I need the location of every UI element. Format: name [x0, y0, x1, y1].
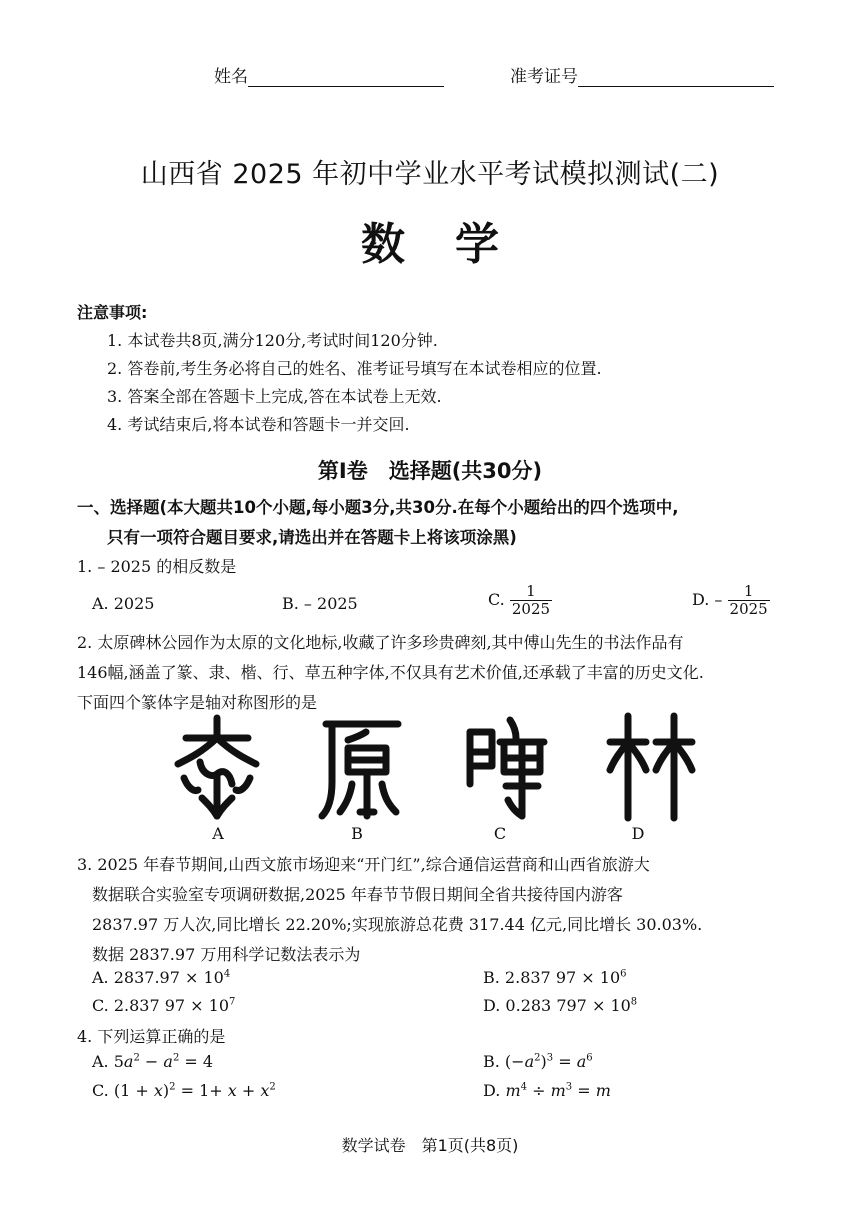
q2-option-b-label[interactable]: B: [351, 824, 363, 843]
subject-char-1: 数: [361, 219, 405, 270]
exam-number-label: 准考证号: [510, 67, 578, 87]
notes-list: [107, 327, 602, 439]
fraction-denominator: 2025: [511, 600, 551, 618]
note-item: 3. 答案全部在答题卡上完成,答在本试卷上无效.: [107, 387, 442, 406]
section-instructions-line2: 只有一项符合题目要求,请选出并在答题卡上将该项涂黑): [107, 528, 517, 547]
q4-stem: 4. 下列运算正确的是: [77, 1027, 226, 1046]
q3-option-b[interactable]: [483, 968, 627, 987]
exam-title: 山西省 2025 年初中学业水平考试模拟测试(二): [140, 159, 720, 190]
q1-stem: 1. – 2025 的相反数是: [77, 557, 237, 576]
note-item: 1. 本试卷共8页,满分120分,考试时间120分钟.: [107, 331, 438, 350]
q1-option-d[interactable]: [692, 583, 770, 618]
seal-glyph-yuan-image[interactable]: [316, 712, 406, 822]
notes-heading: 注意事项:: [77, 303, 148, 322]
section-instructions-line1: 一、选择题(本大题共10个小题,每小题3分,共30分.在每个小题给出的四个选项中,: [77, 498, 679, 517]
q1-option-c-label: C.: [488, 590, 505, 609]
q4-option-b[interactable]: B. $(-a^2)^3 = a^6$: [483, 1052, 593, 1071]
option-label: A. 5: [92, 1052, 124, 1071]
name-blank[interactable]: [248, 66, 444, 87]
option-text: A. 2837.97 × 10: [92, 968, 224, 987]
q1-option-c-fraction: [510, 583, 552, 618]
exponent: 8: [630, 996, 638, 1008]
name-label: 姓名: [214, 67, 248, 87]
q3-line3: 2837.97 万人次,同比增长 22.20%;实现旅游总花费 317.44 亿元,同比增长 30.03%.: [92, 915, 703, 934]
exam-number-field[interactable]: [510, 62, 774, 87]
option-text: C. 2.837 97 × 10: [92, 996, 230, 1015]
subject-char-2: 学: [455, 219, 499, 270]
page-footer: 数学试卷 第1页(共8页): [341, 1136, 519, 1155]
q2-option-d-label[interactable]: D: [631, 824, 645, 843]
q2-line2: 146幅,涵盖了篆、隶、楷、行、草五种字体,不仅具有艺术价值,还承载了丰富的历史文化.: [77, 663, 704, 682]
q3-line1: 3. 2025 年春节期间,山西文旅市场迎来“开门红”,综合通信运营商和山西省旅游大: [77, 855, 650, 874]
fraction-numerator: 1: [526, 582, 536, 600]
option-label: C. (1 +: [92, 1081, 149, 1100]
q1-option-d-label: D. –: [692, 590, 723, 609]
fraction-numerator: 1: [743, 582, 754, 600]
exponent: 6: [620, 968, 627, 980]
name-field[interactable]: [214, 62, 444, 87]
q1-option-c[interactable]: [488, 583, 552, 618]
q1-option-a[interactable]: A. 2025: [92, 594, 155, 613]
seal-glyph-bei-image[interactable]: [460, 712, 550, 822]
q2-option-c-label[interactable]: C: [493, 824, 507, 843]
note-item: 4. 考试结束后,将本试卷和答题卡一并交回.: [107, 415, 410, 434]
option-label: B. (−: [483, 1052, 525, 1071]
q1-option-b[interactable]: B. – 2025: [282, 594, 358, 613]
q1-option-d-fraction: [728, 583, 770, 618]
q3-option-c[interactable]: [92, 996, 235, 1015]
part1-heading: 第Ⅰ卷 选择题(共30分): [317, 459, 543, 483]
exponent: 7: [229, 996, 236, 1008]
option-text: B. 2.837 97 × 10: [483, 968, 621, 987]
option-label: D.: [483, 1081, 501, 1100]
q2-line3: 下面四个篆体字是轴对称图形的是: [77, 693, 318, 712]
q3-line4: 数据 2837.97 万用科学记数法表示为: [92, 945, 361, 964]
exponent: 4: [223, 968, 231, 980]
q4-option-a[interactable]: A. $5a^2 - a^2 = 4$: [92, 1052, 214, 1071]
q2-option-a-label[interactable]: A: [212, 824, 224, 843]
subject-title: [0, 208, 860, 272]
fraction-denominator: 2025: [729, 600, 768, 618]
note-item: 2. 答卷前,考生务必将自己的姓名、准考证号填写在本试卷相应的位置.: [107, 359, 602, 378]
q3-line2: 数据联合实验室专项调研数据,2025 年春节节假日期间全省共接待国内游客: [92, 885, 623, 904]
q2-line1: 2. 太原碑林公园作为太原的文化地标,收藏了许多珍贵碑刻,其中傅山先生的书法作品有: [77, 633, 684, 652]
seal-glyph-lin-image[interactable]: [606, 712, 696, 822]
q4-option-c[interactable]: C. $(1 + x)^2 = 1+ x + x^2$: [92, 1081, 276, 1100]
exam-number-blank[interactable]: [578, 66, 774, 87]
q3-option-d[interactable]: [483, 996, 637, 1015]
option-text: D. 0.283 797 × 10: [483, 996, 631, 1015]
seal-glyph-tai-image[interactable]: [172, 712, 262, 822]
q4-option-d[interactable]: D. $m^4 \div m^3 = m$: [483, 1081, 611, 1100]
q3-option-a[interactable]: [92, 968, 230, 987]
